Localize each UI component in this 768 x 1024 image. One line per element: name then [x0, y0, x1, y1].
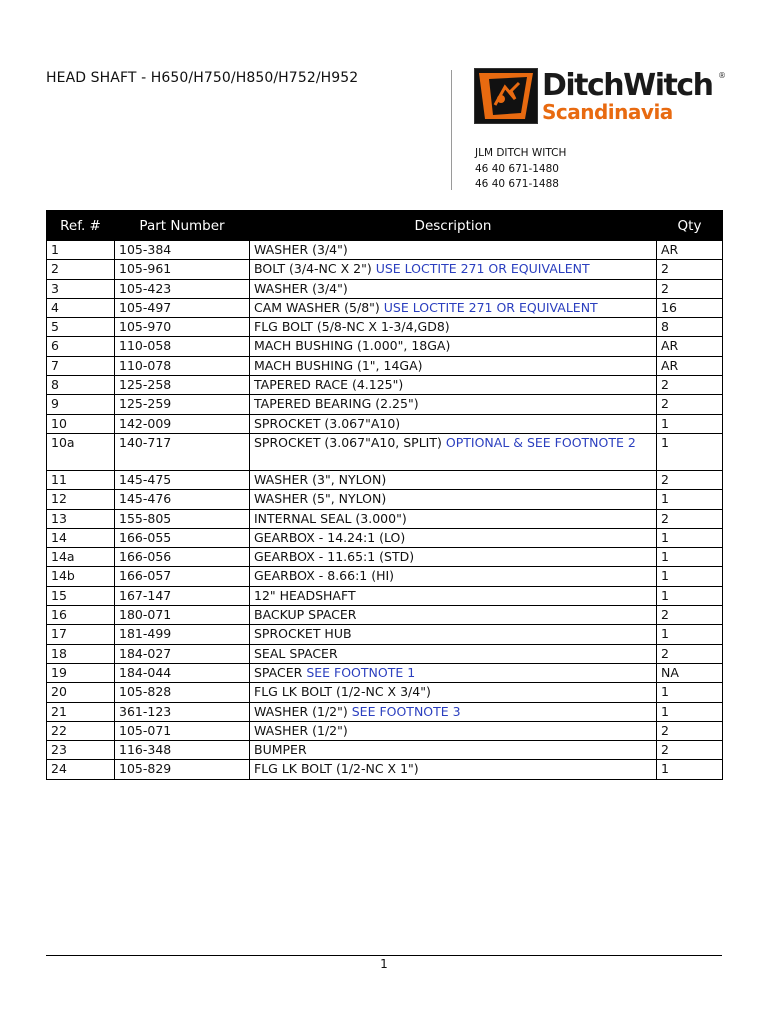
cell-description [250, 606, 657, 625]
description-text: SPROCKET (3.067"A10, SPLIT) [254, 434, 442, 450]
cell-qty: 1 [657, 433, 723, 470]
logo-emblem [474, 68, 538, 124]
cell-qty: 1 [657, 567, 723, 586]
cell-part-number: 181-499 [115, 625, 250, 644]
description-text: CAM WASHER (5/8") [254, 299, 380, 315]
page-title: HEAD SHAFT - H650/H750/H850/H752/H952 [46, 70, 359, 86]
cell-ref: 9 [47, 395, 115, 414]
cell-ref: 1 [47, 241, 115, 260]
cell-part-number: 125-259 [115, 395, 250, 414]
cell-description [250, 376, 657, 395]
contact-phone-2: 46 40 671-1488 [475, 178, 559, 190]
cell-ref: 4 [47, 298, 115, 317]
table-row [47, 470, 723, 489]
header-description: Description [250, 211, 657, 241]
cell-qty: 2 [657, 470, 723, 489]
description-text: GEARBOX - 11.65:1 (STD) [254, 549, 415, 565]
cell-part-number: 166-056 [115, 548, 250, 567]
description-text: GEARBOX - 14.24:1 (LO) [254, 529, 406, 545]
description-text: WASHER (3/4") [254, 280, 348, 296]
cell-qty: 16 [657, 298, 723, 317]
table-row [47, 298, 723, 317]
description-text: FLG BOLT (5/8-NC X 1-3/4,GD8) [254, 319, 450, 335]
cell-ref: 18 [47, 644, 115, 663]
cell-description [250, 528, 657, 547]
logo-brand-line1: DitchWitch [542, 68, 713, 103]
cell-ref: 20 [47, 683, 115, 702]
cell-ref: 17 [47, 625, 115, 644]
description-text: FLG LK BOLT (1/2-NC X 1") [254, 761, 419, 777]
description-text: SPROCKET (3.067"A10) [254, 415, 401, 431]
table-row [47, 395, 723, 414]
cell-ref: 16 [47, 606, 115, 625]
cell-part-number: 105-071 [115, 721, 250, 740]
table-row [47, 721, 723, 740]
cell-description [250, 663, 657, 682]
cell-qty: 1 [657, 490, 723, 509]
table-row [47, 528, 723, 547]
cell-description [250, 567, 657, 586]
cell-part-number: 166-057 [115, 567, 250, 586]
cell-qty: 2 [657, 376, 723, 395]
header-qty: Qty [657, 211, 723, 241]
table-row [47, 760, 723, 779]
table-row [47, 683, 723, 702]
cell-description [250, 260, 657, 279]
cell-description [250, 395, 657, 414]
cell-ref: 14b [47, 567, 115, 586]
cell-description [250, 318, 657, 337]
cell-qty: 8 [657, 318, 723, 337]
cell-ref: 6 [47, 337, 115, 356]
cell-ref: 10 [47, 414, 115, 433]
cell-ref: 23 [47, 741, 115, 760]
cell-qty: 2 [657, 509, 723, 528]
cell-part-number: 166-055 [115, 528, 250, 547]
cell-ref: 24 [47, 760, 115, 779]
cell-qty: 2 [657, 260, 723, 279]
table-row [47, 376, 723, 395]
description-text: MACH BUSHING (1", 14GA) [254, 357, 423, 373]
cell-description [250, 470, 657, 489]
cell-part-number: 105-384 [115, 241, 250, 260]
description-text: WASHER (3/4") [254, 242, 348, 257]
table-row [47, 241, 723, 260]
table-row [47, 586, 723, 605]
cell-part-number: 110-078 [115, 356, 250, 375]
cell-part-number: 142-009 [115, 414, 250, 433]
cell-qty: 2 [657, 395, 723, 414]
cell-description [250, 414, 657, 433]
cell-part-number: 145-475 [115, 470, 250, 489]
table-row [47, 509, 723, 528]
cell-ref: 14 [47, 528, 115, 547]
cell-part-number: 105-961 [115, 260, 250, 279]
footer-rule [46, 955, 722, 956]
parts-table [46, 210, 723, 780]
description-text: INTERNAL SEAL (3.000") [254, 510, 407, 526]
cell-description [250, 644, 657, 663]
cell-qty: AR [657, 241, 723, 260]
cell-description [250, 241, 657, 260]
table-row [47, 260, 723, 279]
description-text: BUMPER [254, 742, 307, 758]
cell-qty: AR [657, 337, 723, 356]
cell-part-number: 105-829 [115, 760, 250, 779]
cell-part-number: 125-258 [115, 376, 250, 395]
page-number: 1 [380, 957, 388, 971]
table-row [47, 702, 723, 721]
cell-part-number: 105-970 [115, 318, 250, 337]
table-row [47, 356, 723, 375]
cell-qty: 1 [657, 528, 723, 547]
table-row [47, 433, 723, 470]
description-text: BACKUP SPACER [254, 607, 357, 623]
cell-qty: 1 [657, 414, 723, 433]
cell-part-number: 105-497 [115, 298, 250, 317]
description-text: WASHER (1/2") [254, 722, 348, 738]
cell-ref: 14a [47, 548, 115, 567]
header-ref: Ref. # [47, 211, 115, 241]
cell-description [250, 279, 657, 298]
cell-ref: 11 [47, 470, 115, 489]
cell-description [250, 721, 657, 740]
description-text: WASHER (1/2") [254, 703, 348, 719]
cell-ref: 22 [47, 721, 115, 740]
description-text: SPACER [254, 664, 303, 680]
cell-description [250, 760, 657, 779]
table-row [47, 567, 723, 586]
description-text: FLG LK BOLT (1/2-NC X 3/4") [254, 684, 431, 700]
cell-ref: 5 [47, 318, 115, 337]
description-text: SPROCKET HUB [254, 626, 352, 642]
cell-description [250, 702, 657, 721]
cell-qty: 2 [657, 644, 723, 663]
cell-qty: 1 [657, 760, 723, 779]
cell-description [250, 433, 657, 470]
cell-description [250, 586, 657, 605]
cell-qty: AR [657, 356, 723, 375]
description-text: WASHER (5", NYLON) [254, 491, 387, 507]
table-row [47, 625, 723, 644]
cell-description [250, 490, 657, 509]
cell-ref: 12 [47, 490, 115, 509]
cell-qty: 2 [657, 606, 723, 625]
table-row [47, 279, 723, 298]
cell-qty: 1 [657, 702, 723, 721]
description-note: SEE FOOTNOTE 3 [351, 703, 461, 719]
cell-part-number: 167-147 [115, 586, 250, 605]
cell-part-number: 145-476 [115, 490, 250, 509]
cell-ref: 21 [47, 702, 115, 721]
cell-description [250, 337, 657, 356]
cell-part-number: 184-044 [115, 663, 250, 682]
table-row [47, 318, 723, 337]
description-note: USE LOCTITE 271 OR EQUIVALENT [375, 261, 590, 277]
contact-block [475, 146, 566, 193]
description-note: SEE FOOTNOTE 1 [306, 664, 416, 680]
cell-ref: 8 [47, 376, 115, 395]
cell-ref: 7 [47, 356, 115, 375]
cell-qty: 1 [657, 548, 723, 567]
cell-ref: 19 [47, 663, 115, 682]
description-note: OPTIONAL & SEE FOOTNOTE 2 [445, 434, 636, 450]
description-note: USE LOCTITE 271 OR EQUIVALENT [383, 299, 598, 315]
cell-description [250, 356, 657, 375]
cell-ref: 10a [47, 433, 115, 470]
table-row [47, 414, 723, 433]
cell-qty: NA [657, 663, 723, 682]
cell-description [250, 509, 657, 528]
cell-part-number: 110-058 [115, 337, 250, 356]
table-header-row [47, 211, 723, 241]
cell-qty: 2 [657, 741, 723, 760]
cell-part-number: 155-805 [115, 509, 250, 528]
cell-part-number: 140-717 [115, 433, 250, 470]
cell-qty: 1 [657, 586, 723, 605]
ditch-witch-logo [474, 68, 730, 128]
cell-part-number: 105-828 [115, 683, 250, 702]
cell-qty: 1 [657, 683, 723, 702]
cell-part-number: 361-123 [115, 702, 250, 721]
description-text: MACH BUSHING (1.000", 18GA) [254, 338, 451, 354]
cell-description [250, 683, 657, 702]
cell-ref: 2 [47, 260, 115, 279]
cell-ref: 15 [47, 586, 115, 605]
header-part-number: Part Number [115, 211, 250, 241]
cell-description [250, 548, 657, 567]
table-row [47, 741, 723, 760]
table-row [47, 548, 723, 567]
cell-qty: 2 [657, 279, 723, 298]
contact-phone-1: 46 40 671-1480 [475, 162, 559, 175]
description-text: GEARBOX - 8.66:1 (HI) [254, 568, 395, 584]
description-text: WASHER (3", NYLON) [254, 471, 387, 487]
table-row [47, 337, 723, 356]
logo-registered-mark: ® [718, 71, 726, 80]
cell-part-number: 180-071 [115, 606, 250, 625]
table-row [47, 663, 723, 682]
description-text: TAPERED RACE (4.125") [254, 377, 404, 393]
description-text: SEAL SPACER [254, 645, 338, 661]
cell-qty: 2 [657, 721, 723, 740]
cell-description [250, 625, 657, 644]
parts-table-body [47, 241, 723, 780]
description-text: 12" HEADSHAFT [254, 587, 356, 603]
cell-part-number: 105-423 [115, 279, 250, 298]
header-divider [451, 70, 452, 190]
description-text: TAPERED BEARING (2.25") [254, 396, 419, 412]
cell-part-number: 184-027 [115, 644, 250, 663]
cell-description [250, 741, 657, 760]
table-row [47, 490, 723, 509]
contact-company: JLM DITCH WITCH [475, 147, 567, 159]
cell-description [250, 298, 657, 317]
logo-brand-line2: Scandinavia [542, 100, 673, 124]
cell-ref: 13 [47, 509, 115, 528]
cell-part-number: 116-348 [115, 741, 250, 760]
table-row [47, 606, 723, 625]
table-row [47, 644, 723, 663]
cell-ref: 3 [47, 279, 115, 298]
cell-qty: 1 [657, 625, 723, 644]
description-text: BOLT (3/4-NC X 2") [254, 261, 372, 277]
